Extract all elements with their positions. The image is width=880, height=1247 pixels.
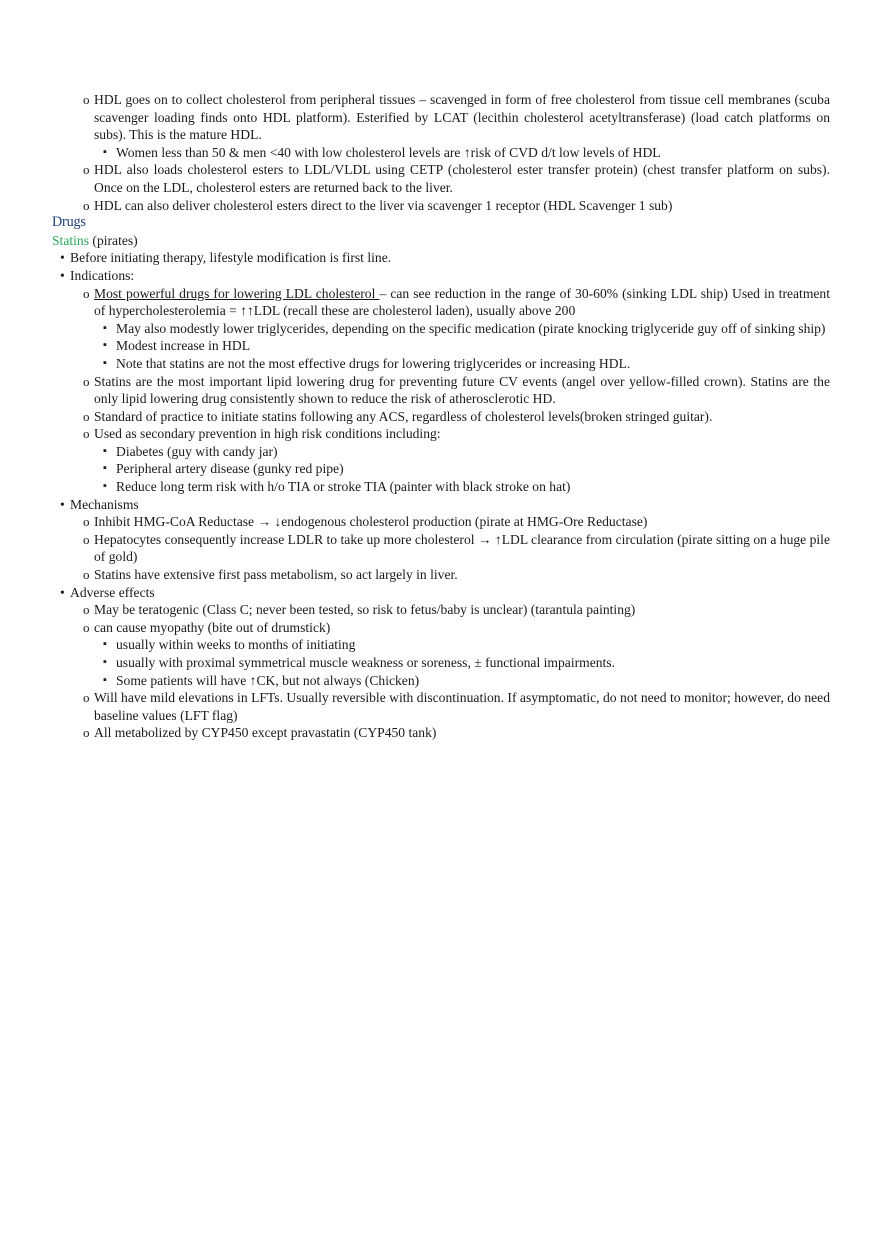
- hdl-collect-text: HDL goes on to collect cholesterol from peripheral tissues – scavenged in form of free cholesterol from tissue cell membranes (scuba scavenger loading finds onto HDL platform). Esterified by LCAT (lecithin cholesterol acetyltransferase) (load catch platforms on subs). This is the mature HDL.: [94, 92, 830, 143]
- myopathy-sub-item: [52, 636, 830, 654]
- dot-bullet: •: [60, 496, 65, 512]
- secondary-sub-item: [52, 478, 830, 496]
- square-bullet: ▪: [103, 356, 107, 369]
- myopathy-sub-item: [52, 654, 830, 672]
- o-bullet: o: [83, 619, 90, 635]
- lft-text: Will have mild elevations in LFTs. Usually reversible with discontinuation. If asymptomatic, do not need to monitor; however, do need baseline values (LFT flag): [94, 690, 830, 723]
- mechanism-text: Inhibit HMG-CoA Reductase → ↓endogenous cholesterol production (pirate at HMG-Ore Reductase): [94, 514, 648, 530]
- powerful-drugs-item: [52, 285, 830, 320]
- mechanisms-item: [52, 496, 830, 514]
- indications-label: Indications:: [70, 267, 135, 283]
- teratogenic-item: [52, 601, 830, 619]
- o-bullet: o: [83, 514, 90, 530]
- o-bullet: o: [83, 531, 90, 547]
- o-bullet: o: [83, 602, 90, 618]
- o-bullet: o: [83, 162, 90, 178]
- cyp-text: All metabolized by CYP450 except pravastatin (CYP450 tank): [94, 725, 437, 741]
- secondary-sub-text: Peripheral artery disease (gunky red pipe): [116, 461, 344, 477]
- myopathy-text: can cause myopathy (bite out of drumstick): [94, 619, 331, 635]
- indications-item: [52, 267, 830, 285]
- hdl-collect-item: [52, 91, 830, 144]
- document-page: [52, 91, 830, 742]
- standard-practice-text: Standard of practice to initiate statins following any ACS, regardless of cholesterol levels(broken stringed guitar).: [94, 408, 713, 424]
- powerful-drugs-text: – can see reduction in the range of 30-60% (sinking LDL ship) Used in treatment of hypercholesterolemia = ↑↑LDL (recall these are cholesterol laden), usually above 200: [94, 285, 831, 319]
- secondary-sub-item: [52, 443, 830, 461]
- square-bullet: ▪: [103, 339, 107, 352]
- hdl-scavenger-text: HDL can also deliver cholesterol esters direct to the liver via scavenger 1 receptor (HDL Scavenger 1 sub): [94, 197, 673, 213]
- secondary-prevention-item: [52, 425, 830, 443]
- before-therapy-text: Before initiating therapy, lifestyle modification is first line.: [70, 250, 392, 266]
- adverse-effects-label: Adverse effects: [70, 584, 155, 600]
- mechanism-item: [52, 513, 830, 531]
- secondary-sub-text: Reduce long term risk with h/o TIA or stroke TIA (painter with black stroke on hat): [116, 479, 571, 495]
- secondary-sub-item: [52, 460, 830, 478]
- dot-bullet: •: [60, 584, 65, 600]
- powerful-sub-item: [52, 355, 830, 373]
- hdl-risk-item: [52, 144, 830, 162]
- mechanisms-label: Mechanisms: [70, 496, 139, 512]
- dot-bullet: •: [60, 250, 65, 266]
- mechanism-text: Hepatocytes consequently increase LDLR to take up more cholesterol → ↑LDL clearance from circulation (pirate sitting on a huge pile of gold): [94, 531, 830, 565]
- powerful-sub-text: May also modestly lower triglycerides, depending on the specific medication (pirate knocking triglyceride guy off of sinking ship): [116, 320, 826, 336]
- square-bullet: ▪: [103, 656, 107, 668]
- myopathy-sub-text: Some patients will have ↑CK, but not always (Chicken): [116, 672, 420, 688]
- before-therapy-item: [52, 249, 830, 267]
- cyp-item: [52, 724, 830, 742]
- hdl-cetp-text: HDL also loads cholesterol esters to LDL/VLDL using CETP (cholesterol ester transfer protein) (chest transfer platform on subs). Once on the LDL, cholesterol esters are returned back to the liver.: [94, 162, 830, 195]
- square-bullet: ▪: [103, 462, 107, 475]
- drugs-heading: Drugs: [52, 214, 86, 231]
- o-bullet: o: [83, 725, 90, 741]
- lft-item: [52, 689, 830, 724]
- powerful-sub-item: [52, 320, 830, 338]
- myopathy-sub-item: [52, 672, 830, 690]
- myopathy-sub-text: usually within weeks to months of initiating: [116, 637, 356, 653]
- dot-bullet: •: [60, 267, 65, 283]
- o-bullet: o: [83, 92, 90, 107]
- square-bullet: ▪: [103, 638, 107, 651]
- important-drug-item: [52, 373, 830, 408]
- o-bullet: o: [83, 373, 90, 389]
- mechanism-item: [52, 566, 830, 584]
- mechanism-text: Statins have extensive first pass metabolism, so act largely in liver.: [94, 567, 458, 583]
- hdl-scavenger-item: [52, 197, 830, 215]
- standard-practice-item: [52, 408, 830, 426]
- important-drug-text: Statins are the most important lipid lowering drug for preventing future CV events (angel over yellow-filled crown). Statins are the only lipid lowering drug consistently shown to reduce the risk of atherosclerotic HD.: [94, 373, 830, 407]
- square-bullet: ▪: [103, 480, 107, 493]
- o-bullet: o: [83, 197, 90, 213]
- o-bullet: o: [83, 690, 90, 706]
- statins-label: Statins: [52, 232, 90, 248]
- teratogenic-text: May be teratogenic (Class C; never been tested, so risk to fetus/baby is unclear) (tarantula painting): [94, 602, 636, 618]
- hdl-cetp-item: [52, 161, 830, 196]
- o-bullet: o: [83, 285, 90, 301]
- square-bullet: ▪: [103, 145, 107, 158]
- square-bullet: ▪: [103, 444, 107, 457]
- adverse-effects-item: [52, 584, 830, 602]
- mechanism-item: [52, 531, 830, 566]
- o-bullet: o: [83, 567, 90, 583]
- o-bullet: o: [83, 408, 90, 424]
- statins-note: (pirates): [89, 232, 138, 248]
- secondary-sub-text: Diabetes (guy with candy jar): [116, 443, 278, 459]
- powerful-sub-text: Modest increase in HDL: [116, 338, 251, 354]
- o-bullet: o: [83, 426, 90, 442]
- hdl-risk-text: Women less than 50 & men <40 with low cholesterol levels are ↑risk of CVD d/t low levels of HDL: [116, 144, 661, 160]
- powerful-sub-item: [52, 337, 830, 355]
- square-bullet: ▪: [103, 673, 107, 686]
- statins-heading: [52, 232, 830, 250]
- square-bullet: ▪: [103, 321, 107, 334]
- secondary-prevention-text: Used as secondary prevention in high risk conditions including:: [94, 426, 441, 442]
- myopathy-item: [52, 619, 830, 637]
- powerful-drugs-underlined: Most powerful drugs for lowering LDL cholesterol: [94, 285, 380, 301]
- powerful-sub-text: Note that statins are not the most effective drugs for lowering triglycerides or increasing HDL.: [116, 355, 631, 371]
- myopathy-sub-text: usually with proximal symmetrical muscle weakness or soreness, ± functional impairments.: [116, 655, 615, 670]
